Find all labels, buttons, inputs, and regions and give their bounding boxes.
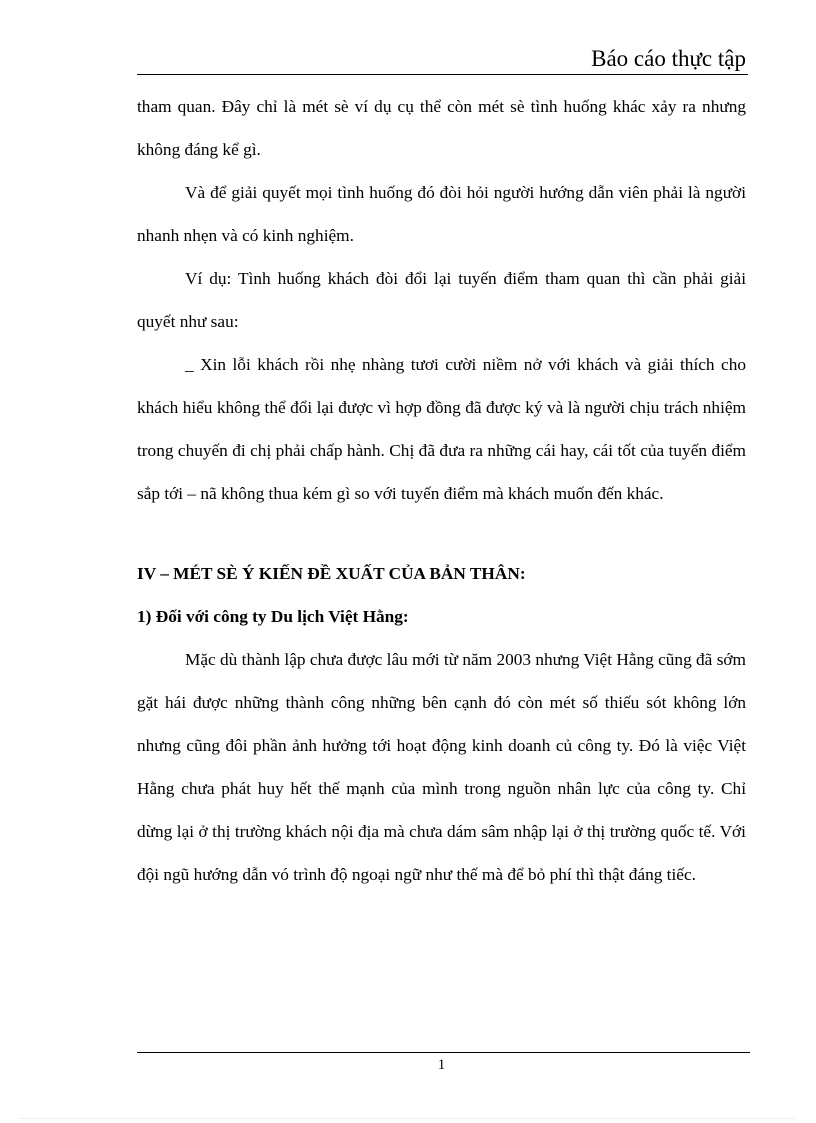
body-text [137,85,746,896]
page-bottom-border [20,1118,796,1119]
section-gap [137,515,746,552]
page-number: 1 [437,1057,446,1073]
page-header-title: Báo cáo thực tập [591,46,746,71]
section-heading: IV – MÉT SÈ Ý KIẾN ĐỀ XUẤT CỦA BẢN THÂN: [137,564,526,583]
paragraph-example: Ví dụ: Tình huống khách đòi đổi lại tuyến điểm tham quan thì cần phải giải quyết như sau: [137,269,746,331]
paragraph-continuation: tham quan. Đây chỉ là mét sè ví dụ cụ thể còn mét sè tình huống khác xảy ra nhưng không đáng kể gì. [137,97,746,159]
subsection-heading: 1) Đối với công ty Du lịch Việt Hằng: [137,607,409,626]
paragraph-company-assessment: Mặc dù thành lập chưa được lâu mới từ năm 2003 nhưng Việt Hằng cũng đã sớm gặt hái được những thành công những bên cạnh đó còn mét số thiếu sót không lớn nhưng cũng đôi phần ảnh hưởng tới hoạt động kinh doanh củ công ty. Đó là việc Việt Hằng chưa phát huy hết thế mạnh của mình trong nguồn nhân lực của công ty. Chỉ dừng lại ở thị trường khách nội địa mà chưa dám sâm nhập lại ở thị trường quốc tế. Với đội ngũ hướng dẫn vó trình độ ngoại ngữ như thế mà để bỏ phí thì thật đáng tiếc. [137,650,746,884]
header-rule [137,74,748,75]
footer-rule [137,1052,750,1053]
paragraph-solution: _ Xin lỗi khách rồi nhẹ nhàng tươi cười niềm nở với khách và giải thích cho khách hiểu không thể đổi lại được vì hợp đồng đã được ký và là người chịu trách nhiệm trong chuyến đi chị phải chấp hành. Chị đã đưa ra những cái hay, cái tốt của tuyến điểm sắp tới – nã không thua kém gì so với tuyến điểm mà khách muốn đến khác. [137,355,746,503]
paragraph-guide-requirement: Và để giải quyết mọi tình huống đó đòi hỏi người hướng dẫn viên phải là người nhanh nhẹn và có kinh nghiệm. [137,183,746,245]
